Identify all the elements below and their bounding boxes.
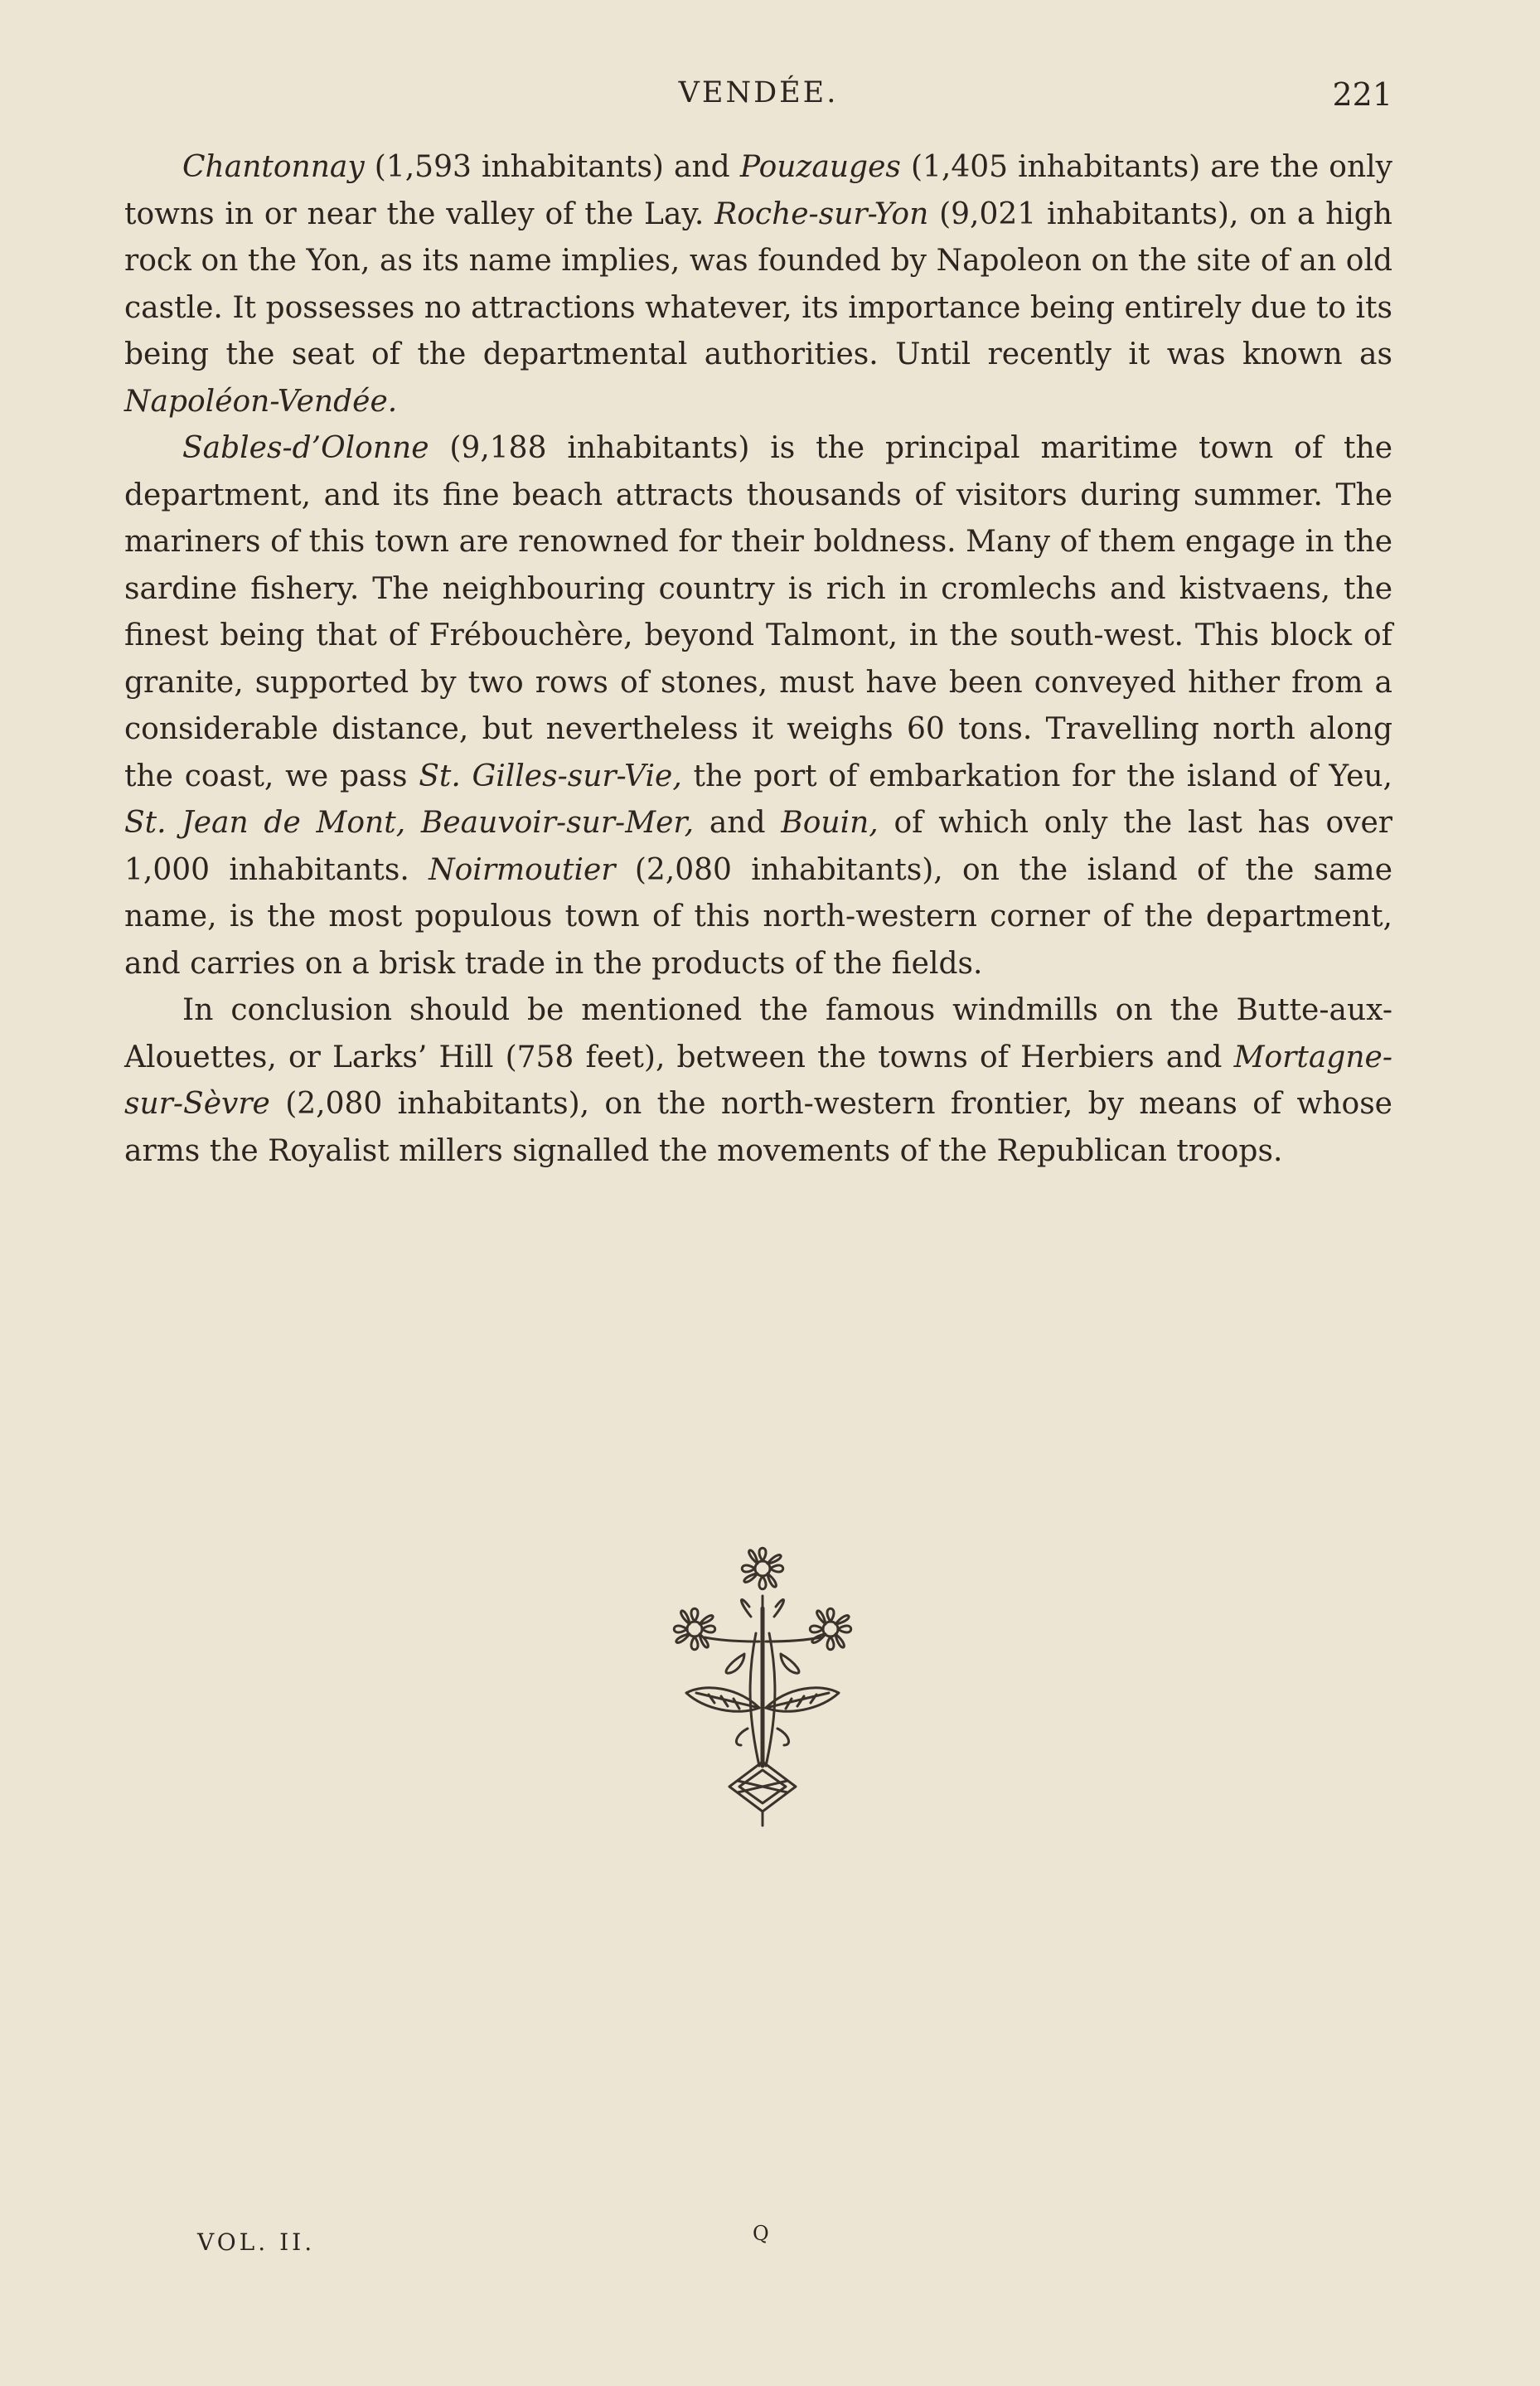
paragraph [124, 425, 1392, 987]
page-footer [197, 2222, 1441, 2262]
italic-place-name: Noirmoutier [429, 852, 616, 887]
text-run: and [694, 806, 782, 840]
italic-place-name: Chantonnay [182, 150, 365, 184]
italic-place-name: Mortagne-sur-Sèvre [124, 1040, 1392, 1121]
text-run: (9,188 inhabitants) is the principal maritime town of the department, and its fine beach attracts thousands of visitors during summer. The mariners of this town are renowned for their boldness. Many of them engage in the sardine fishery. The neighbouring country is rich in cromlechs and kistvaens, the finest being that of Frébouchère, beyond Talmont, in the south-west. This block of granite, supported by two rows of stones, must have been conveyed hither from a considerable distance, but nevertheless it weighs 60 tons. Travelling north along the coast, we pass [124, 431, 1392, 793]
italic-place-name: Napoléon-Vendée. [124, 384, 398, 419]
text-run: (2,080 inhabitants), on the island of the same name, is the most populous town of this north-western corner of the department, and carries on a brisk trade in the products of the fields. [124, 852, 1393, 981]
text-run: (1,405 inhabitants) are the only towns in or near the valley of the Lay. [124, 150, 1392, 231]
floral-tailpiece-icon [647, 1517, 879, 1849]
italic-place-name: Pouzauges [739, 150, 901, 184]
italic-place-name: St. Jean de Mont, Beauvoir-sur-Mer, [124, 806, 695, 840]
paragraph [124, 987, 1392, 1175]
body-text [124, 144, 1392, 1175]
page-number: 221 [1332, 76, 1392, 113]
italic-place-name: Sables-d’Olonne [182, 431, 429, 465]
text-run: (2,080 inhabitants), on the north-western frontier, by means of whose arms the Royalist millers signalled the movements of the Republican troops. [124, 1087, 1392, 1168]
gathering-mark: Q [753, 2222, 772, 2245]
italic-place-name: Bouin, [781, 806, 879, 840]
text-run: (9,021 inhabitants), on a high rock on the Yon, as its name implies, was founded by Napoleon on the site of an old castle. It possesses no attractions whatever, its importance being entirely due to its being the seat of the departmental authorities. Until recently it was known as [124, 196, 1392, 371]
page-header [124, 76, 1392, 126]
text-run: of which only the last has over 1,000 inhabitants. [124, 806, 1392, 887]
italic-place-name: Roche-sur-Yon [714, 196, 929, 231]
italic-place-name: St. Gilles-sur-Vie, [419, 759, 682, 793]
text-run: (1,593 inhabitants) and [364, 150, 740, 184]
running-title: VENDÉE. [678, 76, 839, 109]
paragraph [124, 144, 1392, 425]
text-run: In conclusion should be mentioned the famous windmills on the Butte-aux-Alouettes, or Larks’ Hill (758 feet), between the towns of Herbiers and [124, 993, 1392, 1074]
volume-signature: VOL. II. [197, 2228, 316, 2256]
text-run: the port of embarkation for the island of Yeu, [681, 759, 1393, 793]
